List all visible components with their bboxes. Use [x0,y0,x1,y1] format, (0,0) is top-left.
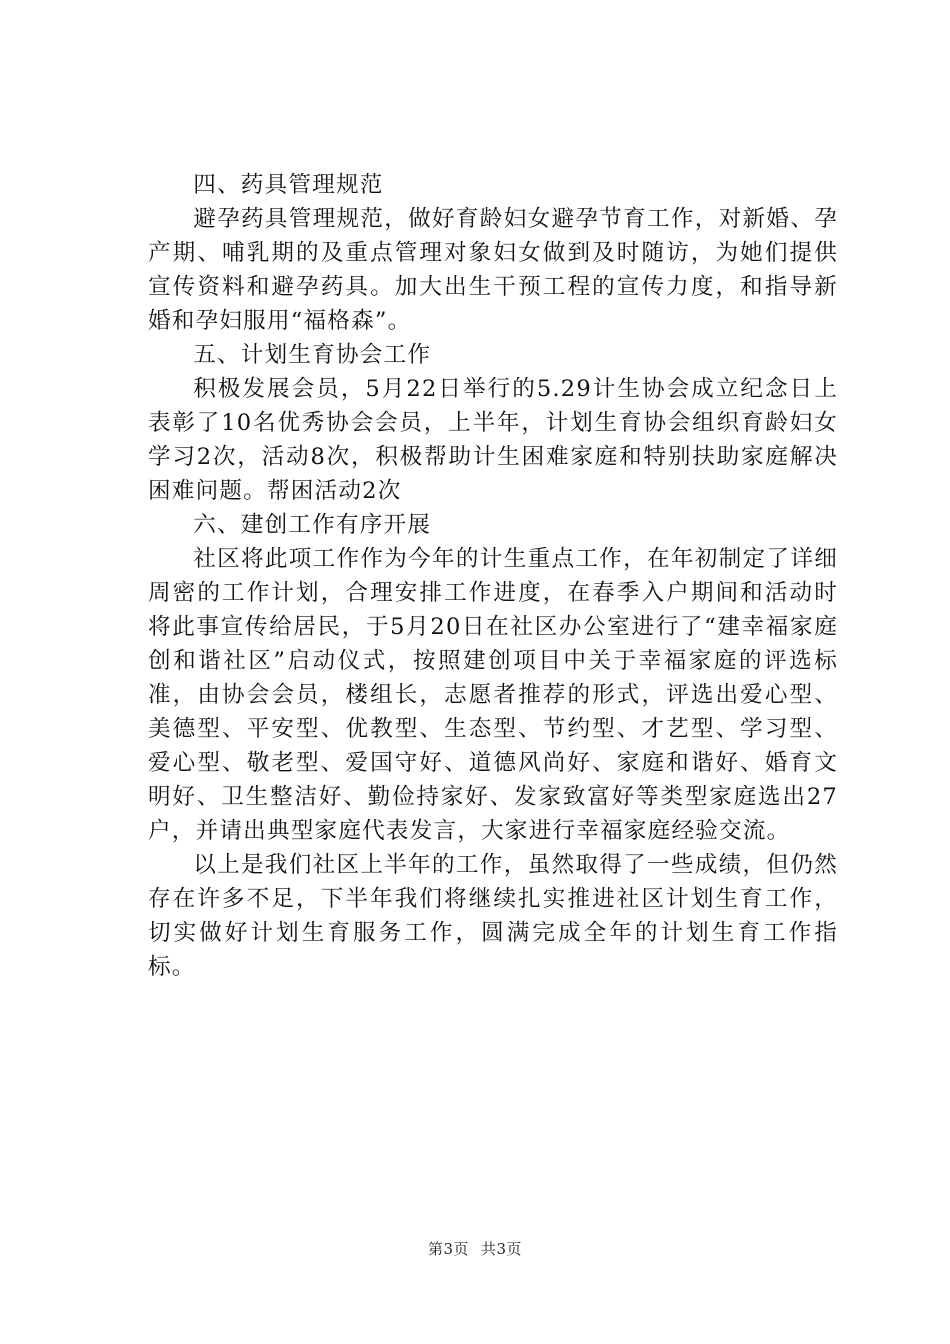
paragraph-family-planning-association: 积极发展会员，5月22日举行的5.29计生协会成立纪念日上表彰了10名优秀协会会员，上半年，计划生育协会组织育龄妇女学习2次，活动8次，积极帮助计生困难家庭和特别扶助家庭解决困难问题。帮困活动2次 [148,376,838,504]
document-body [148,168,838,984]
paragraph-contraceptive-management: 避孕药具管理规范，做好育龄妇女避孕节育工作，对新婚、孕产期、哺乳期的及重点管理对象妇女做到及时随访，为她们提供宣传资料和避孕药具。加大出生干预工程的宣传力度，和指导新婚和孕妇服用“福格森”。 [148,206,838,334]
section-heading-construction-work: 六、建创工作有序开展 [193,512,432,538]
section-heading-contraceptive-management: 四、药具管理规范 [193,172,384,198]
section-heading-family-planning-association: 五、计划生育协会工作 [193,342,432,368]
paragraph-conclusion: 以上是我们社区上半年的工作，虽然取得了一些成绩，但仍然存在许多不足，下半年我们将继续扎实推进社区计划生育工作，切实做好计划生育服务工作，圆满完成全年的计划生育工作指标。 [148,852,838,980]
paragraph-construction-work: 社区将此项工作作为今年的计生重点工作，在年初制定了详细周密的工作计划，合理安排工作进度，在春季入户期间和活动时将此事宣传给居民，于5月20日在社区办公室进行了“建幸福家庭创和谐社区”启动仪式，按照建创项目中关于幸福家庭的评选标准，由协会会员，楼组长，志愿者推荐的形式，评选出爱心型、美德型、平安型、优教型、生态型、节约型、才艺型、学习型、爱心型、敬老型、爱国守好、道德风尚好、家庭和谐好、婚育文明好、卫生整洁好、勤俭持家好、发家致富好等类型家庭选出27户，并请出典型家庭代表发言，大家进行幸福家庭经验交流。 [148,546,838,844]
page-number-total: 共3页 [481,1240,523,1258]
page-footer [0,1239,950,1259]
page-number-current: 第3页 [427,1240,469,1258]
